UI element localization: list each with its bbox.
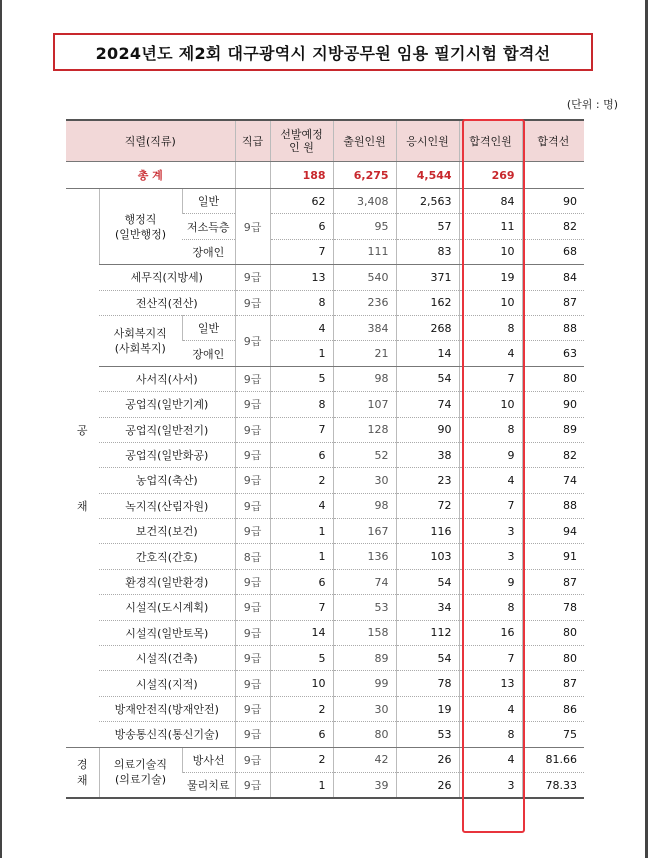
takers-cell: 2,563 (396, 189, 459, 214)
group-gyeongchae (66, 747, 99, 798)
applicants-cell: 30 (333, 468, 396, 493)
passers-cell: 10 (459, 239, 522, 264)
takers-cell: 268 (396, 315, 459, 340)
grade-cell: 9급 (235, 315, 270, 366)
position-name: 시설직(일반토목) (99, 620, 235, 645)
grade-cell: 9급 (235, 747, 270, 772)
passers-cell: 10 (459, 392, 522, 417)
cutoff-cell: 63 (522, 341, 584, 366)
takers-cell: 103 (396, 544, 459, 569)
takers-cell: 57 (396, 214, 459, 239)
position-name: 환경직(일반환경) (99, 569, 235, 594)
passers-cell: 10 (459, 290, 522, 315)
plan-cell: 5 (270, 366, 333, 391)
position-name: 방송통신직(통신기술) (99, 722, 235, 747)
applicants-cell: 89 (333, 646, 396, 671)
position-name: 방재안전직(방재안전) (99, 696, 235, 721)
applicants-cell: 540 (333, 265, 396, 290)
plan-cell: 6 (270, 722, 333, 747)
position-name: 전산직(전산) (99, 290, 235, 315)
cutoff-cell: 82 (522, 214, 584, 239)
total-label: 총 계 (66, 162, 235, 189)
cutoff-cell: 88 (522, 493, 584, 518)
position-name: 공업직(일반화공) (99, 442, 235, 467)
total-plan: 188 (270, 162, 333, 189)
position-name: 간호직(간호) (99, 544, 235, 569)
header-plan (270, 120, 333, 162)
applicants-cell: 74 (333, 569, 396, 594)
passers-cell: 7 (459, 646, 522, 671)
group-gyeongchae-char1: 경 (76, 758, 88, 772)
plan-cell: 13 (270, 265, 333, 290)
group-gongchae-char1: 공 (76, 423, 88, 437)
plan-cell: 1 (270, 341, 333, 366)
cutoff-cell: 89 (522, 417, 584, 442)
cutoff-cell: 87 (522, 290, 584, 315)
plan-cell: 8 (270, 392, 333, 417)
applicants-cell: 53 (333, 595, 396, 620)
grade-cell: 9급 (235, 442, 270, 467)
applicants-cell: 384 (333, 315, 396, 340)
applicants-cell: 42 (333, 747, 396, 772)
takers-cell: 112 (396, 620, 459, 645)
passers-cell: 3 (459, 544, 522, 569)
header-plan-line2: 인 원 (289, 141, 314, 154)
header-row (66, 120, 584, 162)
passers-cell: 19 (459, 265, 522, 290)
grade-cell: 9급 (235, 468, 270, 493)
cutoff-cell: 74 (522, 468, 584, 493)
applicants-cell: 158 (333, 620, 396, 645)
cutoff-cell: 80 (522, 620, 584, 645)
header-passers: 합격인원 (459, 120, 522, 162)
cutoff-cell: 90 (522, 189, 584, 214)
applicants-cell: 99 (333, 671, 396, 696)
total-applicants: 6,275 (333, 162, 396, 189)
plan-cell: 10 (270, 671, 333, 696)
position-name: 시설직(건축) (99, 646, 235, 671)
grade-cell: 9급 (235, 493, 270, 518)
applicants-cell: 30 (333, 696, 396, 721)
group-gongchae (66, 189, 99, 748)
cutoff-cell: 81.66 (522, 747, 584, 772)
table-row (66, 620, 584, 645)
plan-cell: 4 (270, 315, 333, 340)
plan-cell: 7 (270, 595, 333, 620)
position-name: 세무직(지방세) (99, 265, 235, 290)
header-grade: 직급 (235, 120, 270, 162)
table-row (66, 671, 584, 696)
plan-cell: 1 (270, 519, 333, 544)
applicants-cell: 3,408 (333, 189, 396, 214)
header-applicants: 출원인원 (333, 120, 396, 162)
group-gyeongchae-char2: 채 (76, 774, 88, 788)
passers-cell: 4 (459, 696, 522, 721)
total-grade (235, 162, 270, 189)
cutoff-cell: 87 (522, 569, 584, 594)
plan-cell: 6 (270, 214, 333, 239)
group-gongchae-char2: 채 (76, 499, 88, 513)
applicants-cell: 236 (333, 290, 396, 315)
takers-cell: 90 (396, 417, 459, 442)
total-cutoff (522, 162, 584, 189)
plan-cell: 7 (270, 239, 333, 264)
plan-cell: 4 (270, 493, 333, 518)
applicants-cell: 21 (333, 341, 396, 366)
results-table (66, 119, 584, 799)
passers-cell: 16 (459, 620, 522, 645)
applicants-cell: 107 (333, 392, 396, 417)
table-row (66, 646, 584, 671)
table-row (66, 493, 584, 518)
position-name: 시설직(도시계획) (99, 595, 235, 620)
plan-cell: 14 (270, 620, 333, 645)
takers-cell: 116 (396, 519, 459, 544)
passers-cell: 9 (459, 442, 522, 467)
takers-cell: 14 (396, 341, 459, 366)
table-row (66, 442, 584, 467)
cutoff-cell: 84 (522, 265, 584, 290)
grade-cell: 9급 (235, 290, 270, 315)
grade-cell: 9급 (235, 189, 270, 265)
takers-cell: 54 (396, 646, 459, 671)
takers-cell: 83 (396, 239, 459, 264)
table-row (66, 468, 584, 493)
cutoff-cell: 87 (522, 671, 584, 696)
grade-cell: 9급 (235, 417, 270, 442)
cutoff-cell: 80 (522, 646, 584, 671)
table-row (66, 569, 584, 594)
position-name: 농업직(축산) (99, 468, 235, 493)
grade-cell: 9급 (235, 366, 270, 391)
passers-cell: 4 (459, 747, 522, 772)
table-row (66, 696, 584, 721)
sub-label: 장애인 (182, 341, 235, 366)
grade-cell: 9급 (235, 595, 270, 620)
grade-cell: 9급 (235, 696, 270, 721)
grade-cell: 9급 (235, 620, 270, 645)
header-plan-line1: 선발예정 (280, 128, 323, 141)
passers-cell: 8 (459, 595, 522, 620)
position-name: 사서직(사서) (99, 366, 235, 391)
takers-cell: 26 (396, 772, 459, 798)
table-row (66, 265, 584, 290)
sub-label: 방사선 (182, 747, 235, 772)
plan-cell: 8 (270, 290, 333, 315)
sub-label: 물리치료 (182, 772, 235, 798)
cutoff-cell: 68 (522, 239, 584, 264)
plan-cell: 5 (270, 646, 333, 671)
plan-cell: 7 (270, 417, 333, 442)
passers-cell: 8 (459, 315, 522, 340)
plan-cell: 1 (270, 772, 333, 798)
takers-cell: 23 (396, 468, 459, 493)
takers-cell: 54 (396, 366, 459, 391)
position-name: 보건직(보건) (99, 519, 235, 544)
table-row (66, 747, 584, 772)
plan-cell: 2 (270, 696, 333, 721)
table-row (66, 519, 584, 544)
grade-cell: 9급 (235, 722, 270, 747)
grade-cell: 8급 (235, 544, 270, 569)
cutoff-cell: 88 (522, 315, 584, 340)
applicants-cell: 39 (333, 772, 396, 798)
passers-cell: 13 (459, 671, 522, 696)
grade-cell: 9급 (235, 569, 270, 594)
total-passers: 269 (459, 162, 522, 189)
plan-cell: 6 (270, 442, 333, 467)
applicants-cell: 111 (333, 239, 396, 264)
takers-cell: 74 (396, 392, 459, 417)
page-title: 2024년도 제2회 대구광역시 지방공무원 임용 필기시험 합격선 (53, 33, 593, 71)
header-takers: 응시인원 (396, 120, 459, 162)
position-name: 공업직(일반기계) (99, 392, 235, 417)
table-row (66, 417, 584, 442)
takers-cell: 371 (396, 265, 459, 290)
applicants-cell: 80 (333, 722, 396, 747)
applicants-cell: 167 (333, 519, 396, 544)
applicants-cell: 98 (333, 366, 396, 391)
sub-label: 저소득층 (182, 214, 235, 239)
takers-cell: 19 (396, 696, 459, 721)
sub-label: 일반 (182, 315, 235, 340)
cutoff-cell: 94 (522, 519, 584, 544)
passers-cell: 11 (459, 214, 522, 239)
category-haengjeong: 행정직 (일반행정) (99, 189, 182, 265)
takers-cell: 72 (396, 493, 459, 518)
table-row (66, 366, 584, 391)
table-row (66, 315, 584, 340)
takers-cell: 162 (396, 290, 459, 315)
cutoff-cell: 86 (522, 696, 584, 721)
grade-cell: 9급 (235, 646, 270, 671)
unit-label: (단위 : 명) (566, 98, 618, 111)
table-row (66, 290, 584, 315)
plan-cell: 2 (270, 468, 333, 493)
position-name: 녹지직(산림자원) (99, 493, 235, 518)
cutoff-cell: 91 (522, 544, 584, 569)
takers-cell: 54 (396, 569, 459, 594)
grade-cell: 9급 (235, 519, 270, 544)
applicants-cell: 128 (333, 417, 396, 442)
table-row (66, 595, 584, 620)
passers-cell: 3 (459, 772, 522, 798)
grade-cell: 9급 (235, 392, 270, 417)
passers-cell: 3 (459, 519, 522, 544)
takers-cell: 34 (396, 595, 459, 620)
passers-cell: 7 (459, 366, 522, 391)
applicants-cell: 95 (333, 214, 396, 239)
position-name: 공업직(일반전기) (99, 417, 235, 442)
takers-cell: 78 (396, 671, 459, 696)
table-row (66, 189, 584, 214)
plan-cell: 6 (270, 569, 333, 594)
table-row (66, 392, 584, 417)
cutoff-cell: 78.33 (522, 772, 584, 798)
passers-cell: 8 (459, 417, 522, 442)
cutoff-cell: 82 (522, 442, 584, 467)
sub-label: 장애인 (182, 239, 235, 264)
plan-cell: 62 (270, 189, 333, 214)
passers-cell: 84 (459, 189, 522, 214)
plan-cell: 2 (270, 747, 333, 772)
cutoff-cell: 78 (522, 595, 584, 620)
sub-label: 일반 (182, 189, 235, 214)
grade-cell: 9급 (235, 671, 270, 696)
passers-cell: 4 (459, 341, 522, 366)
applicants-cell: 136 (333, 544, 396, 569)
cutoff-cell: 90 (522, 392, 584, 417)
passers-cell: 4 (459, 468, 522, 493)
total-row (66, 162, 584, 189)
grade-cell: 9급 (235, 265, 270, 290)
takers-cell: 38 (396, 442, 459, 467)
table-row (66, 544, 584, 569)
plan-cell: 1 (270, 544, 333, 569)
page-frame-left (0, 0, 2, 858)
applicants-cell: 52 (333, 442, 396, 467)
category-uiryo: 의료기술직 (의료기술) (99, 747, 182, 798)
cutoff-cell: 80 (522, 366, 584, 391)
takers-cell: 26 (396, 747, 459, 772)
passers-cell: 8 (459, 722, 522, 747)
position-name: 시설직(지적) (99, 671, 235, 696)
header-cutoff: 합격선 (522, 120, 584, 162)
cutoff-cell: 75 (522, 722, 584, 747)
table-row (66, 722, 584, 747)
header-position: 직렬(직류) (66, 120, 235, 162)
total-takers: 4,544 (396, 162, 459, 189)
passers-cell: 9 (459, 569, 522, 594)
takers-cell: 53 (396, 722, 459, 747)
category-sahoe: 사회복지직 (사회복지) (99, 315, 182, 366)
passers-cell: 7 (459, 493, 522, 518)
applicants-cell: 98 (333, 493, 396, 518)
grade-cell: 9급 (235, 772, 270, 798)
